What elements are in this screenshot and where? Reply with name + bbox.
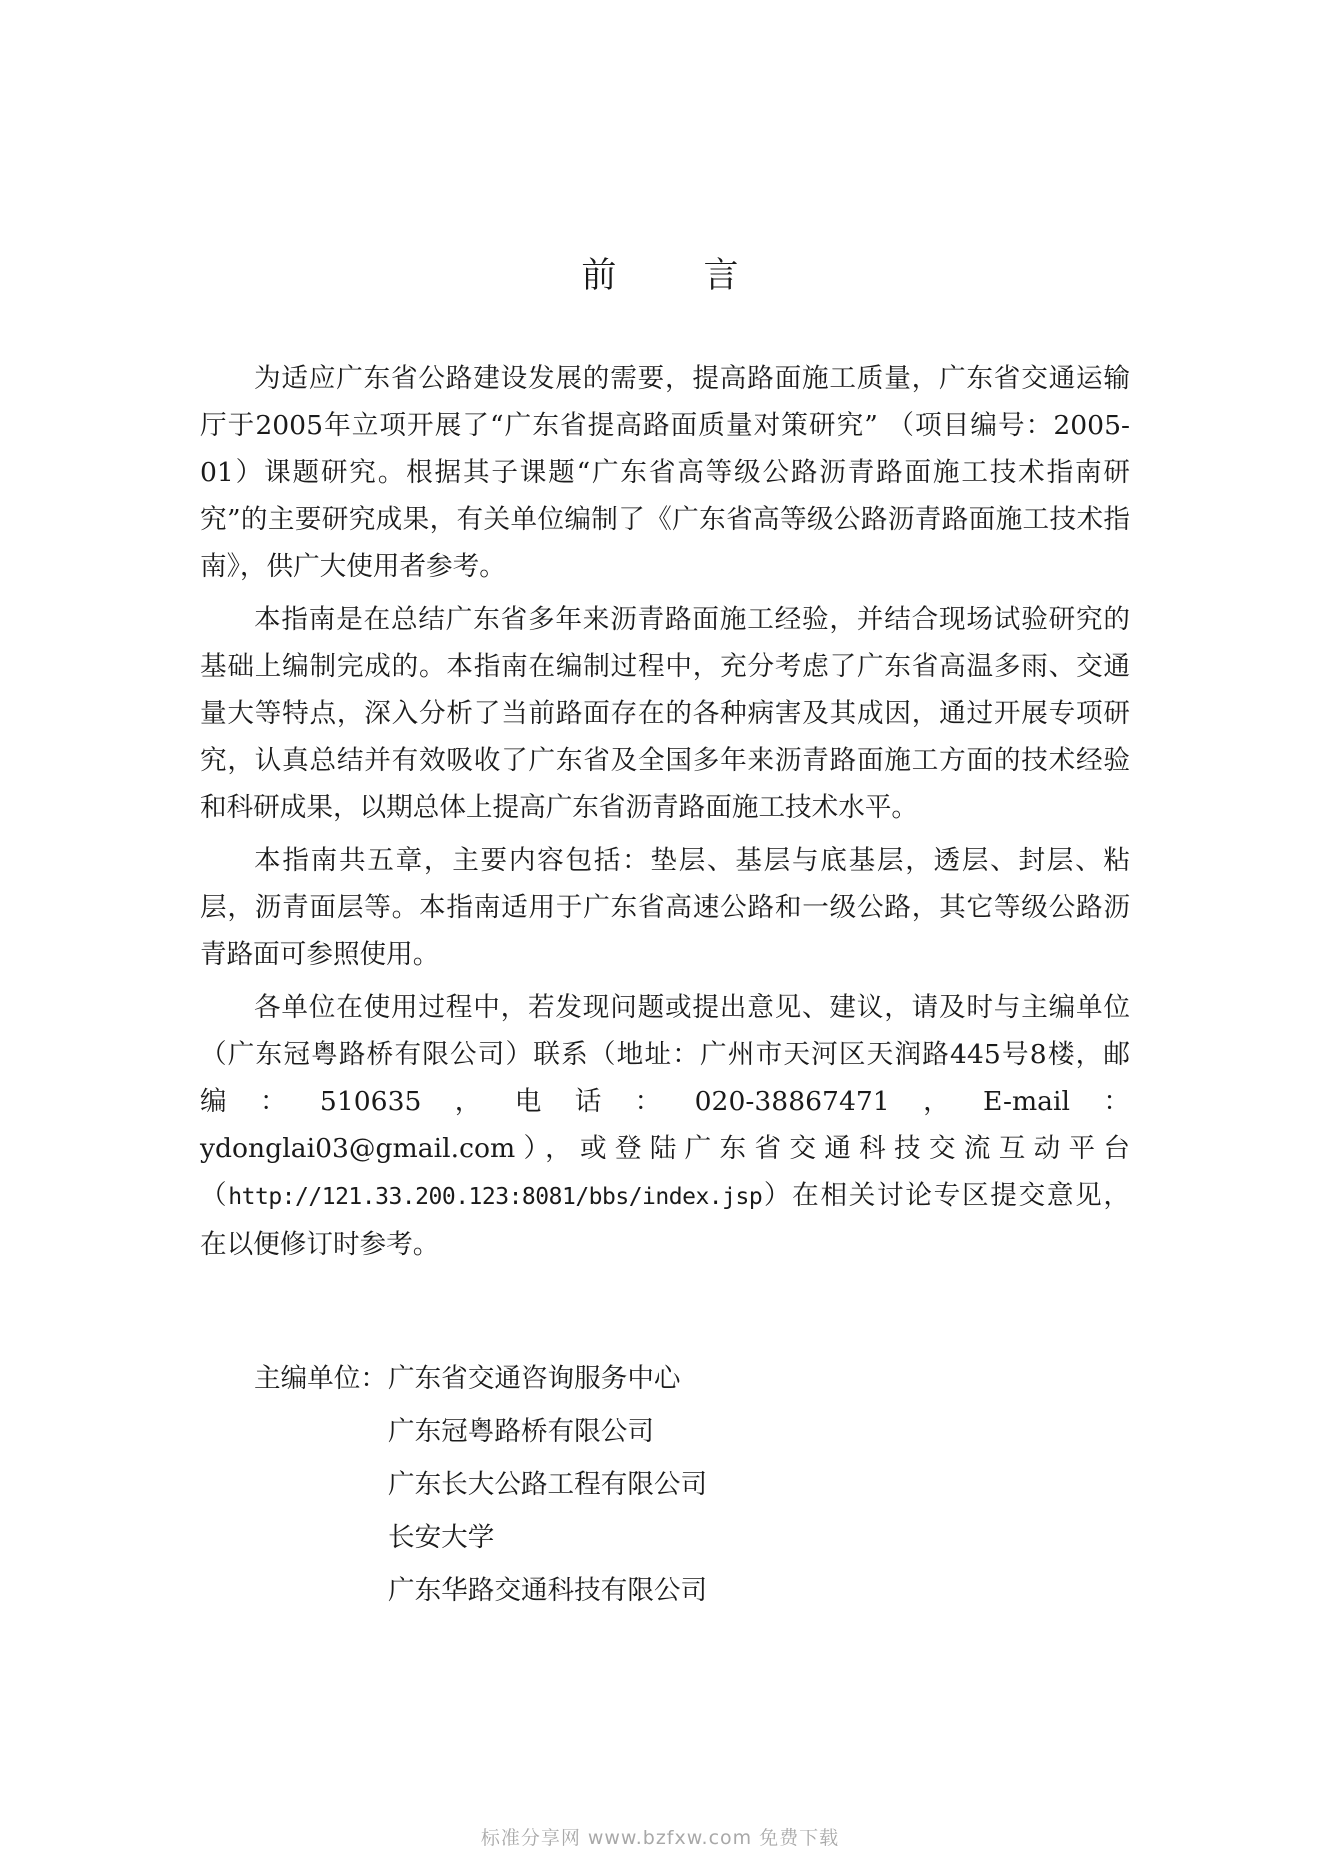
editor-row — [254, 1458, 707, 1511]
editor-unit: 广东冠粤路桥有限公司 — [388, 1416, 654, 1447]
editor-row — [254, 1405, 707, 1458]
paragraph-4 — [200, 984, 1130, 1268]
forum-url: http://121.33.200.123:8081/bbs/index.jsp — [228, 1184, 763, 1210]
editor-unit: 广东华路交通科技有限公司 — [388, 1575, 708, 1606]
editor-row — [254, 1511, 707, 1564]
editor-row — [254, 1564, 707, 1617]
paragraph-4-text-b: ）在相关讨论专区提交意见，在以便修订时参考。 — [200, 1180, 1131, 1260]
editor-unit: 广东省交通咨询服务中心 — [388, 1363, 681, 1394]
page-title: 前 言 — [581, 256, 777, 296]
editor-row — [254, 1352, 707, 1405]
preface-body — [200, 355, 1130, 1274]
paragraph-4-text-a: 各单位在使用过程中，若发现问题或提出意见、建议，请及时与主编单位（广东冠粤路桥有限公司）联系（地址：广州市天河区天润路445号8楼，邮编：510635，电话：020-38867471，E-mail：ydonglai03@gmail.com），或登陆广东省交通科技交流互动平台（ — [200, 992, 1130, 1211]
paragraph-1: 为适应广东省公路建设发展的需要，提高路面施工质量，广东省交通运输厅于2005年立项开展了“广东省提高路面质量对策研究” （项目编号：2005-01）课题研究。根据其子课题“广东省高等级公路沥青路面施工技术指南研究”的主要研究成果，有关单位编制了《广东省高等级公路沥青路面施工技术指南》，供广大使用者参考。 — [200, 363, 1130, 582]
editor-unit: 广东长大公路工程有限公司 — [388, 1469, 708, 1500]
editor-unit: 长安大学 — [388, 1522, 495, 1553]
editor-label: 主编单位： — [254, 1363, 387, 1394]
editor-units — [254, 1352, 707, 1617]
footer-watermark: 标准分享网 www.bzfxw.com 免费下载 — [480, 1827, 840, 1849]
paragraph-3: 本指南共五章，主要内容包括：垫层、基层与底基层，透层、封层、粘层，沥青面层等。本指南适用于广东省高速公路和一级公路，其它等级公路沥青路面可参照使用。 — [200, 845, 1130, 970]
paragraph-2: 本指南是在总结广东省多年来沥青路面施工经验，并结合现场试验研究的基础上编制完成的。本指南在编制过程中，充分考虑了广东省高温多雨、交通量大等特点，深入分析了当前路面存在的各种病害及其成因，通过开展专项研究，认真总结并有效吸收了广东省及全国多年来沥青路面施工方面的技术经验和科研成果，以期总体上提高广东省沥青路面施工技术水平。 — [200, 604, 1130, 823]
